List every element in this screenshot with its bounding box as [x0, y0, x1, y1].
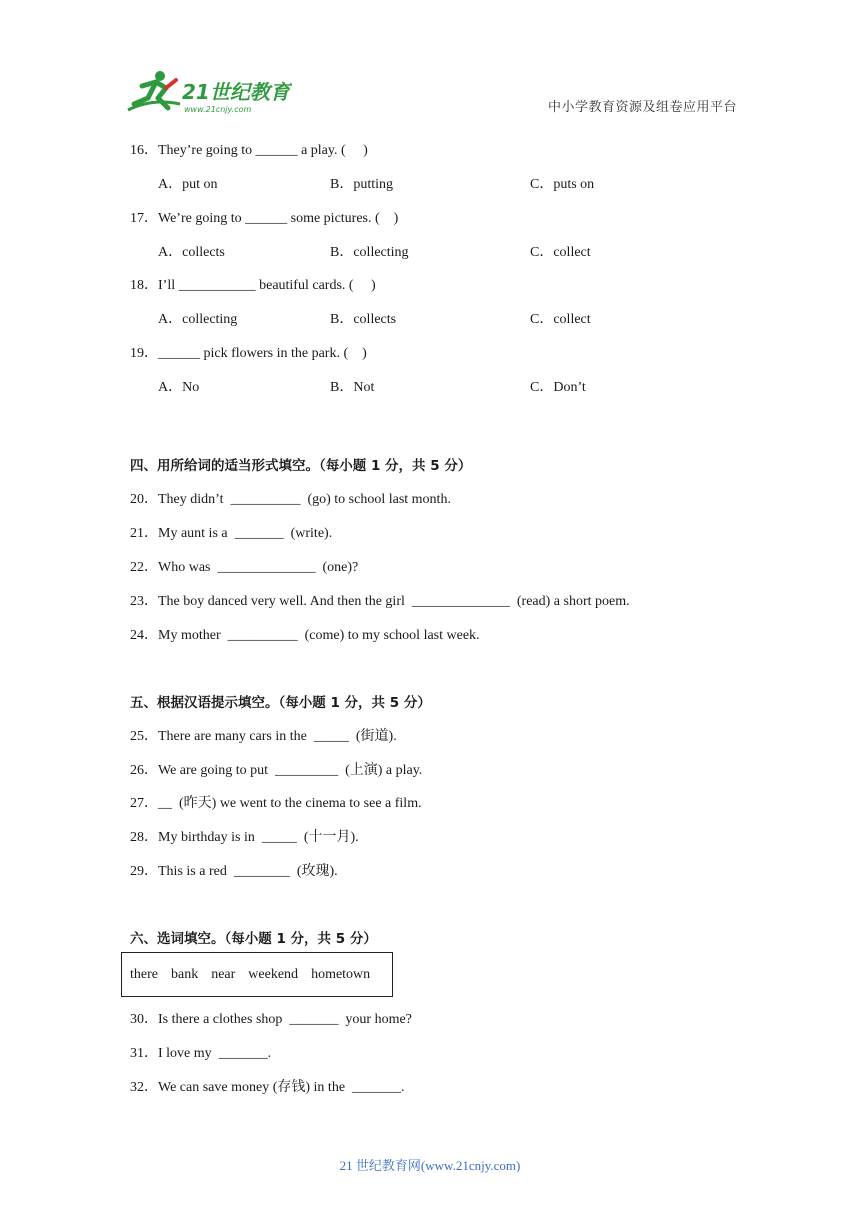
question-19: 19．______ pick flowers in the park. ( ) — [130, 346, 367, 361]
question-26: 26．We are going to put _________ (上演) a play. — [130, 763, 423, 778]
runner-icon — [128, 71, 180, 110]
word-bank-item: there — [130, 966, 158, 982]
word-bank-item: hometown — [311, 966, 371, 982]
brand-logo — [122, 68, 292, 116]
logo-url: www.21cnjy.com — [184, 105, 252, 114]
question-16: 16．They’re going to ______ a play. ( ) — [130, 143, 368, 158]
footer-link[interactable]: 21 世纪教育网(www.21cnjy.com) — [339, 1158, 521, 1173]
q18-option-b: B．collects — [330, 312, 397, 327]
question-29: 29．This is a red ________ (玫瑰). — [130, 864, 338, 879]
q17-option-b: B．collecting — [330, 245, 409, 260]
question-32: 32．We can save money (存钱) in the _______. — [130, 1080, 405, 1095]
question-24: 24．My mother __________ (come) to my school last week. — [130, 628, 480, 643]
word-bank — [121, 952, 393, 997]
question-30: 30．Is there a clothes shop _______ your home? — [130, 1012, 412, 1027]
question-21: 21．My aunt is a _______ (write). — [130, 526, 333, 541]
q17-option-a: A．collects — [158, 245, 225, 260]
question-18: 18．I’ll ___________ beautiful cards. ( ) — [130, 278, 376, 293]
word-bank-item: weekend — [248, 966, 299, 982]
q17-option-c: C．collect — [530, 245, 591, 260]
platform-name: 中小学教育资源及组卷应用平台 — [548, 100, 738, 115]
q19-option-b: B．Not — [330, 380, 375, 395]
question-25: 25．There are many cars in the _____ (街道). — [130, 729, 397, 744]
word-bank-item: bank — [170, 966, 199, 982]
question-17: 17．We’re going to ______ some pictures. ( ) — [130, 211, 399, 226]
q19-option-a: A．No — [158, 380, 200, 395]
section-5-title: 五、根据汉语提示填空。（每小题 1 分，共 5 分） — [130, 695, 431, 711]
question-22: 22．Who was ______________ (one)? — [130, 560, 359, 575]
section-6-title: 六、选词填空。（每小题 1 分，共 5 分） — [130, 931, 377, 947]
question-20: 20．They didn’t __________ (go) to school last month. — [130, 492, 451, 507]
q16-option-c: C．puts on — [530, 177, 595, 192]
logo-text: 21世纪教育 — [182, 80, 290, 104]
q16-option-b: B．putting — [330, 177, 394, 192]
section-4-title: 四、用所给词的适当形式填空。（每小题 1 分，共 5 分） — [130, 458, 472, 474]
q18-option-a: A．collecting — [158, 312, 238, 327]
q18-option-c: C．collect — [530, 312, 591, 327]
question-28: 28．My birthday is in _____ (十一月). — [130, 830, 359, 845]
q16-option-a: A．put on — [158, 177, 218, 192]
question-27: 27．__ (昨天) we went to the cinema to see a film. — [130, 796, 422, 811]
question-31: 31．I love my _______. — [130, 1046, 272, 1061]
word-bank-item: near — [211, 966, 236, 982]
q19-option-c: C．Don’t — [530, 380, 586, 395]
question-23: 23．The boy danced very well. And then the girl ______________ (read) a short poem. — [130, 594, 630, 609]
